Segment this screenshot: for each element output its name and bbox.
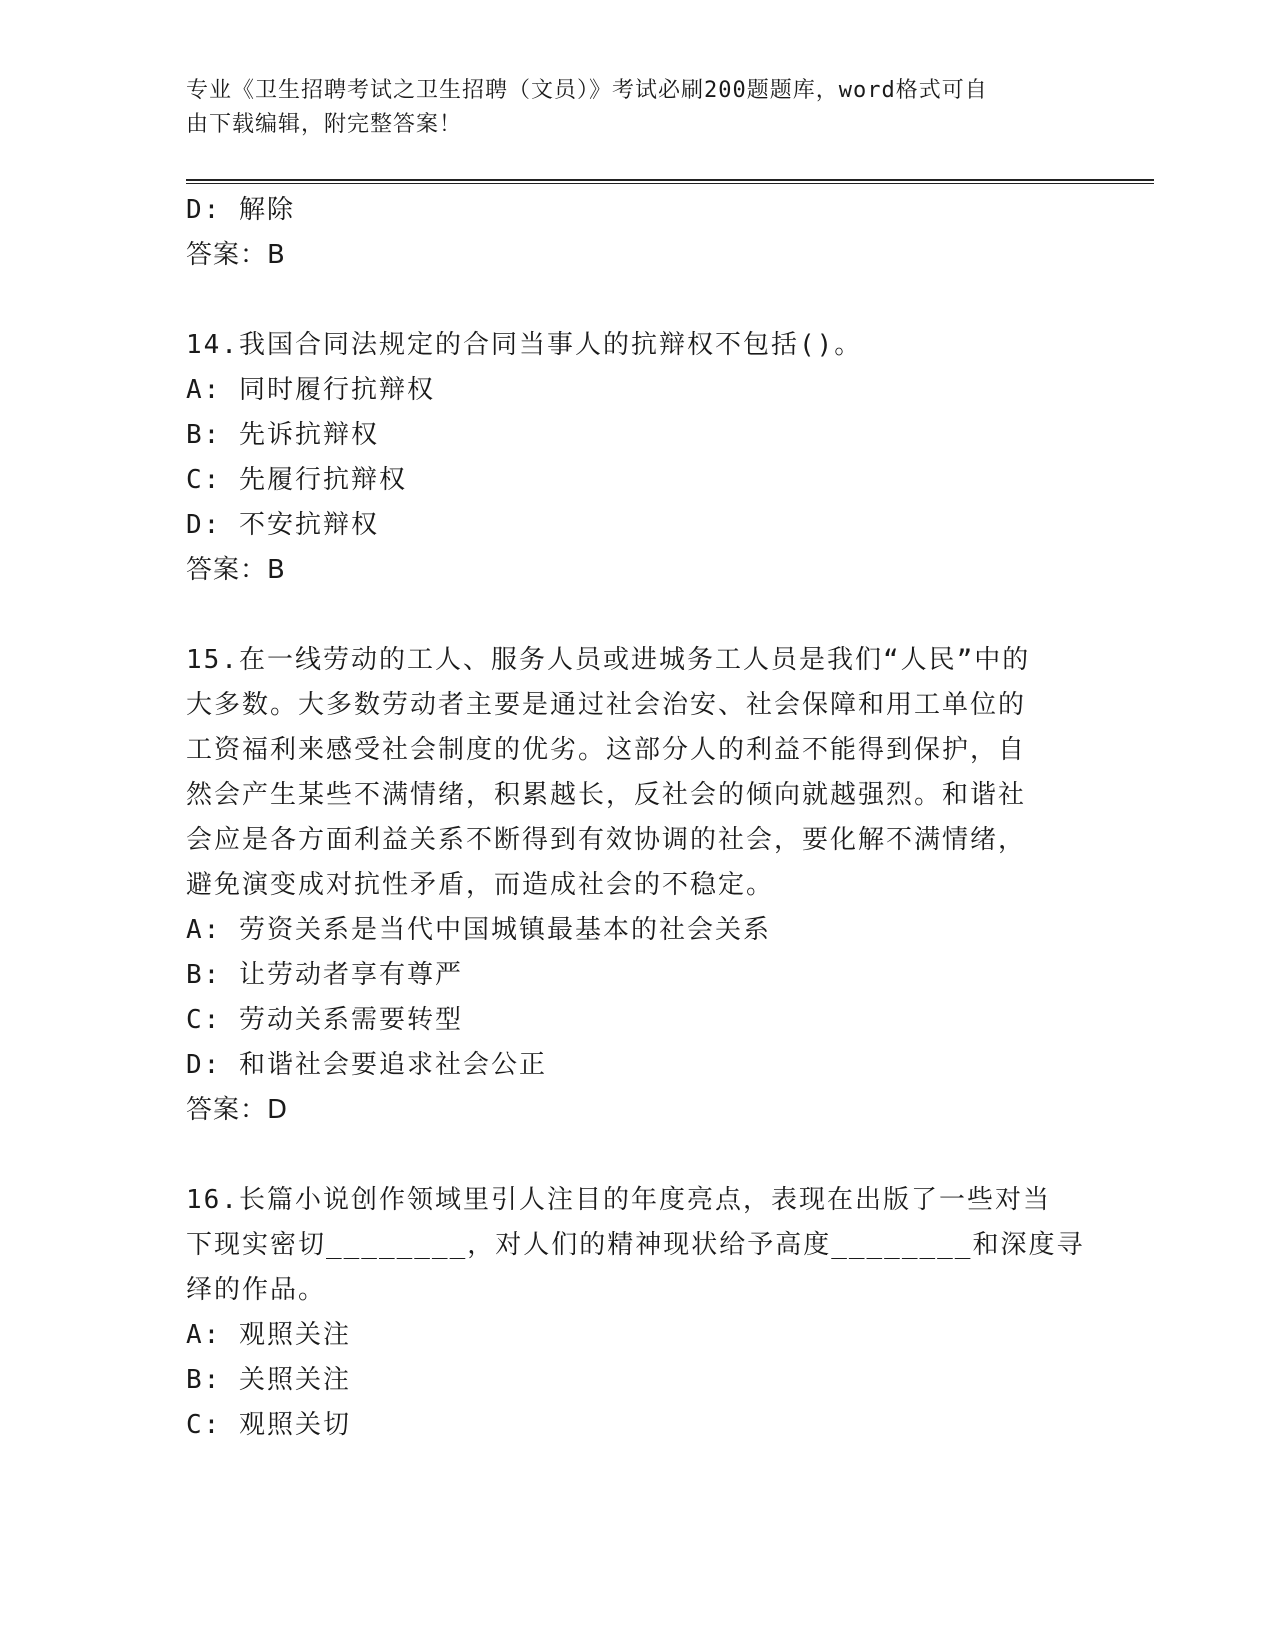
question-15-line: 会应是各方面利益关系不断得到有效协调的社会，要化解不满情绪， <box>186 825 1027 855</box>
question-15 <box>186 638 1086 1133</box>
prev-answer: 答案：B <box>186 240 286 270</box>
header-divider <box>186 179 1154 181</box>
question-16-line: 绎的作品。 <box>186 1275 327 1305</box>
question-15-line: 大多数。大多数劳动者主要是通过社会治安、社会保障和用工单位的 <box>186 690 1027 720</box>
question-15-line: 工资福利来感受社会制度的优劣。这部分人的利益不能得到保护，自 <box>186 735 1027 765</box>
question-14-option-a: A: 同时履行抗辩权 <box>186 375 435 405</box>
header-line-1: 专业《卫生招聘考试之卫生招聘（文员）》考试必刷200题题库，word格式可自 <box>186 78 988 103</box>
document-header <box>186 74 1066 142</box>
question-16-option-b: B: 关照关注 <box>186 1365 351 1395</box>
header-line-2: 由下载编辑，附完整答案！ <box>186 112 463 137</box>
question-14 <box>186 323 1086 593</box>
spacer <box>186 278 1086 323</box>
question-14-option-c: C: 先履行抗辩权 <box>186 465 407 495</box>
question-16 <box>186 1178 1086 1448</box>
question-15-line: 避免演变成对抗性矛盾，而造成社会的不稳定。 <box>186 870 775 900</box>
question-14-option-b: B: 先诉抗辩权 <box>186 420 379 450</box>
question-14-option-d: D: 不安抗辩权 <box>186 510 379 540</box>
question-15-answer: 答案：D <box>186 1095 289 1125</box>
question-16-option-a: A: 观照关注 <box>186 1320 351 1350</box>
question-16-option-c: C: 观照关切 <box>186 1410 351 1440</box>
question-15-option-b: B: 让劳动者享有尊严 <box>186 960 463 990</box>
question-15-line: 15.在一线劳动的工人、服务人员或进城务工人员是我们“人民”中的 <box>186 645 1031 675</box>
spacer <box>186 1133 1086 1178</box>
question-15-option-a: A: 劳资关系是当代中国城镇最基本的社会关系 <box>186 915 771 945</box>
question-content <box>186 188 1086 1448</box>
question-15-option-d: D: 和谐社会要追求社会公正 <box>186 1050 547 1080</box>
question-14-answer: 答案：B <box>186 555 286 585</box>
spacer <box>186 593 1086 638</box>
question-16-line: 下现实密切________，对人们的精神现状给予高度________和深度寻 <box>186 1230 1085 1260</box>
header-divider-thin <box>186 183 1154 184</box>
question-15-line: 然会产生某些不满情绪，积累越长，反社会的倾向就越强烈。和谐社 <box>186 780 1027 810</box>
prev-option-d: D: 解除 <box>186 195 295 225</box>
question-16-line: 16.长篇小说创作领域里引人注目的年度亮点，表现在出版了一些对当 <box>186 1185 1051 1215</box>
question-15-option-c: C: 劳动关系需要转型 <box>186 1005 463 1035</box>
question-14-text: 14.我国合同法规定的合同当事人的抗辩权不包括()。 <box>186 330 863 360</box>
